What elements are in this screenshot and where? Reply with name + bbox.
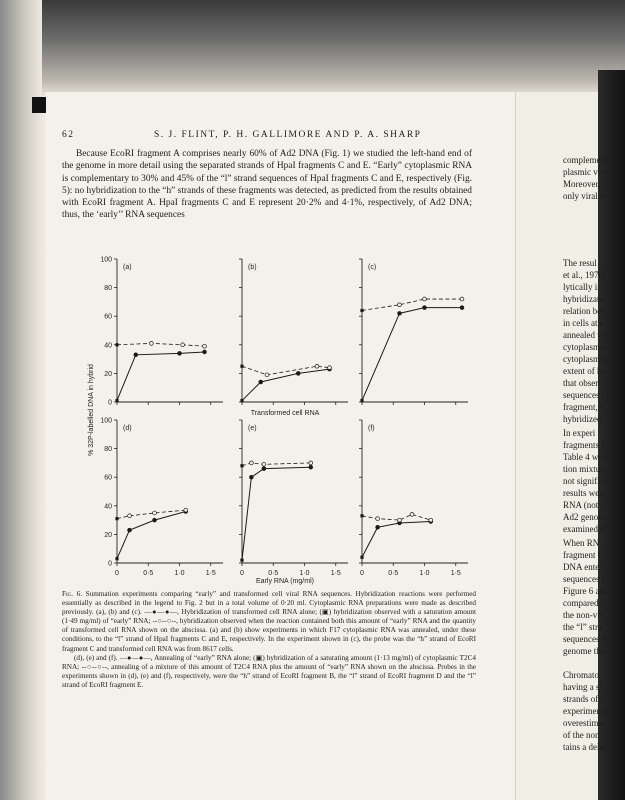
panel-label: (c) xyxy=(368,264,377,271)
dashed-series-line xyxy=(362,514,431,520)
y-tick-label: 20 xyxy=(104,370,112,378)
facing-page-line: lytically in xyxy=(563,282,602,292)
facing-page-line: relation bet xyxy=(563,306,604,316)
facing-page-line: only viral tr xyxy=(563,191,606,201)
facing-page-line: overestimat xyxy=(563,718,605,728)
facing-page-line: cytoplasmic xyxy=(563,342,607,352)
solid-series-line xyxy=(362,308,462,401)
facing-page-line: experiments xyxy=(563,706,607,716)
bottom-x-axis-label: Early RNA (mg/ml) xyxy=(256,578,314,585)
open-data-point xyxy=(398,518,402,522)
solid-series-line xyxy=(362,522,431,558)
open-data-point xyxy=(181,343,185,347)
start-data-point xyxy=(240,399,243,402)
filled-data-point xyxy=(153,518,157,522)
x-tick-label: 0·5 xyxy=(268,570,279,577)
facing-page-line: the non-vir xyxy=(563,610,603,620)
filled-data-point xyxy=(259,380,263,384)
start-data-point xyxy=(115,517,118,520)
author-line: S. J. FLINT, P. H. GALLIMORE AND P. A. SHARP xyxy=(154,130,422,140)
open-data-point xyxy=(149,341,153,345)
dashed-series-line xyxy=(362,299,462,310)
open-data-point xyxy=(328,366,332,370)
page-number: 62 xyxy=(62,130,75,140)
open-data-point xyxy=(410,512,414,516)
open-data-point xyxy=(153,511,157,515)
facing-page-line: hybridized. xyxy=(563,414,604,424)
y-axis-label: % 32P-labelled DNA in hybrid xyxy=(88,364,95,456)
filled-data-point xyxy=(398,311,402,315)
panel-label: (e) xyxy=(248,425,257,432)
x-tick-label: 1·5 xyxy=(205,570,216,577)
y-tick-label: 80 xyxy=(104,285,112,293)
open-data-point xyxy=(128,514,132,518)
open-data-point xyxy=(262,462,266,466)
x-tick-label: 0 xyxy=(360,570,364,577)
facing-page-line: sequences f xyxy=(563,574,605,584)
facing-page-line: having a si xyxy=(563,682,602,692)
facing-page-line: of the non- xyxy=(563,730,603,740)
filled-data-point xyxy=(423,306,427,310)
open-data-point xyxy=(203,344,207,348)
filled-data-point xyxy=(262,467,266,471)
facing-page-line: In experi xyxy=(563,428,596,438)
facing-page-line: tion mixture xyxy=(563,464,608,474)
solid-series-line xyxy=(117,352,205,401)
facing-page-line: The resul xyxy=(563,258,597,268)
facing-page-line: that observ xyxy=(563,378,603,388)
y-tick-label: 0 xyxy=(108,399,112,407)
facing-page-line: DNA enter xyxy=(563,562,603,572)
body-paragraph xyxy=(62,148,472,222)
start-data-point xyxy=(360,556,363,559)
start-data-point xyxy=(115,343,118,346)
open-data-point xyxy=(429,518,433,522)
facing-page-line: the “l” stra xyxy=(563,622,602,632)
facing-page-line: Chromato xyxy=(563,670,599,680)
x-tick-label: 1·0 xyxy=(419,570,430,577)
facing-page-line: et al., 1970) xyxy=(563,270,606,280)
panel-label: (f) xyxy=(368,425,375,432)
open-data-point xyxy=(423,297,427,301)
figure-label: Fig. 6. xyxy=(62,590,83,598)
y-tick-label: 0 xyxy=(108,560,112,568)
start-data-point xyxy=(360,399,363,402)
facing-page-line: Table 4 were xyxy=(563,452,610,462)
y-tick-label: 100 xyxy=(100,417,112,425)
facing-page-line: RNA (not s xyxy=(563,500,605,510)
facing-page-line: plasmic vira xyxy=(563,167,608,177)
y-tick-label: 40 xyxy=(104,342,112,350)
x-tick-label: 0 xyxy=(240,570,244,577)
y-tick-label: 40 xyxy=(104,503,112,511)
panel-label: (a) xyxy=(123,264,132,271)
facing-page-line: complement xyxy=(563,155,608,165)
filled-data-point xyxy=(203,350,207,354)
x-tick-label: 1·0 xyxy=(174,570,185,577)
filled-data-point xyxy=(296,372,300,376)
start-data-point xyxy=(115,557,118,560)
filled-data-point xyxy=(128,528,132,532)
open-data-point xyxy=(265,373,269,377)
facing-page-line: Moreover, t xyxy=(563,179,606,189)
facing-page-line: sequences fo xyxy=(563,634,610,644)
caption-paragraph-2: (d), (e) and (f). —●—●—, Annealing of “early” RNA alone; (▣) hybridization of a saturating amount (1·13 mg/ml) of cytoplasmic T2C4 RNA; --○--○--, annealing of a mixture of this amount of T2C4 RNA plus the amount of “early” RNA shown on the abscissa. Probes in the experiments shown in (d), (e) and (f), respectively, were the “h” strand of EcoRI fragment B, the “l” strand of EcoRI fragment D and the “l” strand of EcoRI fragment E. xyxy=(62,653,476,689)
open-data-point xyxy=(184,508,188,512)
open-data-point xyxy=(460,297,464,301)
start-data-point xyxy=(360,309,363,312)
facing-page-line: When RN xyxy=(563,538,600,548)
scan-shadow-left xyxy=(0,0,42,800)
solid-series-line xyxy=(117,512,186,559)
facing-page-line: hybridizatic xyxy=(563,294,606,304)
facing-page-line: compared b xyxy=(563,598,606,608)
open-data-point xyxy=(398,303,402,307)
top-x-axis-label: Transformed cell RNA xyxy=(250,410,320,417)
x-tick-label: 0·5 xyxy=(388,570,399,577)
y-tick-label: 60 xyxy=(104,313,112,321)
panel-label: (b) xyxy=(248,264,257,271)
x-tick-label: 0·5 xyxy=(143,570,154,577)
x-tick-label: 1·5 xyxy=(450,570,461,577)
figure-6 xyxy=(85,255,485,585)
x-tick-label: 1·0 xyxy=(299,570,310,577)
facing-page-line: fragments C xyxy=(563,440,608,450)
facing-page-line: results were xyxy=(563,488,607,498)
caption-paragraph-1: Summation experiments comparing “early” and transformed cell viral RNA sequences. Hybridization reactions were performed essentially as described in the legend to Fig. 2 but in a total volume of 0·20 ml. Cytoplasmic RNA preparations were made as described previously. (a), (b) and (c). —●—●—, Hybridization of transformed cell RNA alone; (▣) hybridization observed with a saturation amount (1·49 mg/ml) of “early” RNA; --○--○--, hybridization observed when the reaction contained both this amount of “early” RNA and the quantity of transformed cell RNA shown on the abscissa. (a) and (b) show experiments in which F17 cytoplasmic RNA was annealed, under these conditions, to the “l” strand of HpaI fragments C and E, respectively. In the experiment shown in (c), the probe was the “h” strand of EcoRI fragment C and transformed cell RNA was from 8617 cells. xyxy=(62,590,476,653)
dashed-series-line xyxy=(117,343,205,346)
y-tick-label: 80 xyxy=(104,446,112,454)
filled-data-point xyxy=(249,475,253,479)
facing-page-line: fragment C xyxy=(563,550,604,560)
facing-page-line: not significa xyxy=(563,476,608,486)
facing-page-line: in cells at e xyxy=(563,318,604,328)
paragraph-text: Because EcoRI fragment A comprises nearly 60% of Ad2 DNA (Fig. 1) we studied the left-hand end of the genome in more detail using the separated strands of HpaI fragments C and E. “Early” cytoplasmic RNA is complementary to 30% and 45% of the “l” strand sequences of HpaI fragments C and E, respectively (Fig. 5): no hybridization to the “h” strands of these fragments was detected, as predicted from the results obtained with EcoRI fragment A. HpaI fragments C and E represent 20·2% and 4·1%, respectively, of Ad2 DNA; thus, the ‘early’’ RNA sequences xyxy=(62,149,472,221)
page-corner-mark xyxy=(32,97,46,113)
scan-shadow-top xyxy=(0,0,625,95)
facing-page-line: extent of hy xyxy=(563,366,606,376)
start-data-point xyxy=(115,399,118,402)
start-data-point xyxy=(360,514,363,517)
y-tick-label: 60 xyxy=(104,474,112,482)
facing-page-line: Figure 6 als xyxy=(563,586,606,596)
start-data-point xyxy=(240,559,243,562)
start-data-point xyxy=(240,464,243,467)
open-data-point xyxy=(315,364,319,368)
open-data-point xyxy=(249,461,253,465)
facing-page-line: examined h xyxy=(563,524,605,534)
x-tick-label: 1·5 xyxy=(330,570,341,577)
facing-page-line: Ad2 genom xyxy=(563,512,606,522)
facing-page-line: cytoplasmic xyxy=(563,354,607,364)
filled-data-point xyxy=(134,353,138,357)
filled-data-point xyxy=(460,306,464,310)
facing-page-line: annealed wi xyxy=(563,330,607,340)
facing-page-line: genome tha xyxy=(563,646,605,656)
filled-data-point xyxy=(376,525,380,529)
facing-page-line: sequences t xyxy=(563,390,605,400)
open-data-point xyxy=(376,517,380,521)
solid-series-line xyxy=(242,369,330,400)
y-tick-label: 100 xyxy=(100,256,112,264)
panel-label: (d) xyxy=(123,425,132,432)
start-data-point xyxy=(240,365,243,368)
y-tick-label: 20 xyxy=(104,531,112,539)
facing-page-line: strands of r xyxy=(563,694,604,704)
filled-data-point xyxy=(178,351,182,355)
facing-page-line: fragment, t xyxy=(563,402,603,412)
open-data-point xyxy=(309,461,313,465)
x-tick-label: 0 xyxy=(115,570,119,577)
solid-series-line xyxy=(242,467,311,560)
figure-caption xyxy=(62,590,476,690)
filled-data-point xyxy=(309,465,313,469)
facing-page-line: tains a delet xyxy=(563,742,606,752)
